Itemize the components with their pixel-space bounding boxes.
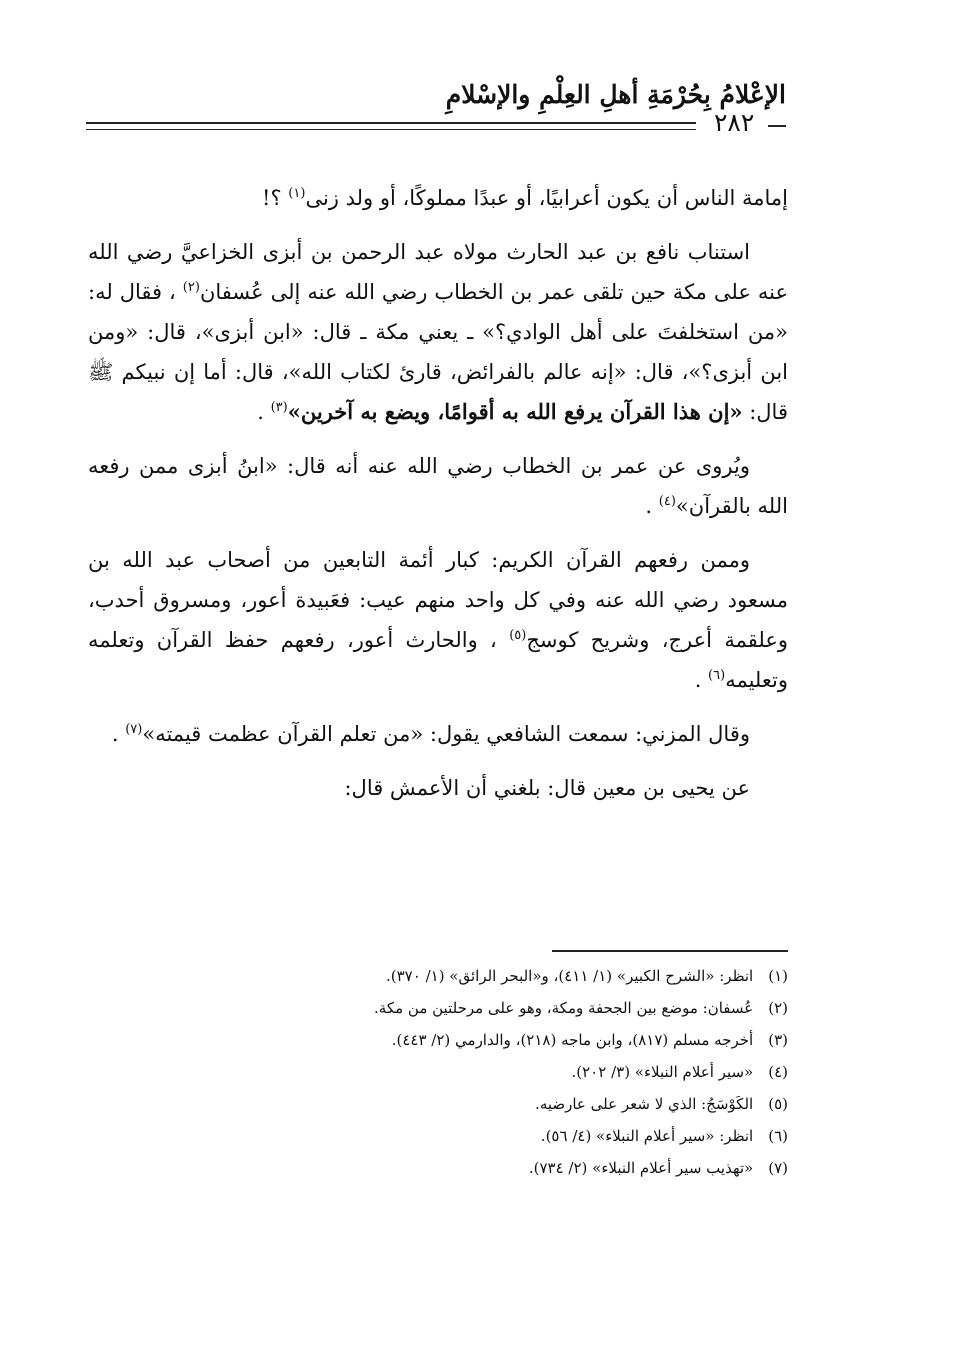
page-number-dash (768, 125, 786, 127)
paragraph-4 (88, 540, 788, 700)
hadith-quote: «إن هذا القرآن يرفع الله به أقوامًا، ويضع به آخرين» (287, 399, 743, 424)
footnote-text: انظر: «سير أعلام النبلاء» (٤/ ٥٦). (540, 1127, 754, 1145)
header-rule (86, 122, 696, 130)
paragraph-6-text: عن يحيى بن معين قال: بلغني أن الأعمش قال: (344, 776, 750, 800)
footnote-6 (88, 1120, 788, 1152)
paragraph-4-text-2: ، والحارث أعور، رفعهم حفظ القرآن وتعلمه وتعليمه (88, 628, 788, 692)
footnote-text: أخرجه مسلم (٨١٧)، وابن ماجه (٢١٨)، والدارمي (٢/ ٤٤٣). (391, 1031, 754, 1049)
paragraph-1-end: ؟! (262, 186, 289, 210)
footnote-ref-1: (١) (288, 186, 306, 201)
page-number: ٢٨٢ (714, 108, 755, 137)
paragraph-2 (88, 232, 788, 432)
paragraph-6 (88, 768, 788, 808)
paragraph-3-text: ويُروى عن عمر بن الخطاب رضي الله عنه أنه قال: «ابنُ أبزى ممن رفعه الله بالقرآن» (88, 454, 788, 518)
paragraph-3 (88, 446, 788, 526)
footnote-number: (٦) (768, 1127, 788, 1145)
paragraph-5-end: . (111, 722, 126, 746)
footnote-text: «تهذيب سير أعلام النبلاء» (٢/ ٧٣٤). (528, 1159, 754, 1177)
footnote-5 (88, 1088, 788, 1120)
footnote-ref-5: (٥) (509, 628, 527, 643)
footnote-number: (٢) (768, 999, 788, 1017)
paragraph-1 (88, 178, 788, 218)
paragraph-3-end: . (645, 494, 659, 518)
footnote-ref-2: (٢) (182, 280, 200, 295)
footnote-text: «سير أعلام النبلاء» (٣/ ٢٠٢). (571, 1063, 754, 1081)
footnote-4 (88, 1056, 788, 1088)
footnote-separator (552, 950, 788, 952)
paragraph-1-text: إمامة الناس أن يكون أعرابيًا، أو عبدًا مملوكًا، أو ولد زنى (305, 186, 788, 210)
footnote-number: (٤) (768, 1063, 788, 1081)
footnote-text: عُسفان: موضع بين الجحفة ومكة، وهو على مرحلتين من مكة. (374, 999, 754, 1017)
footnote-ref-4: (٤) (658, 494, 676, 509)
footnote-7 (88, 1152, 788, 1184)
paragraph-2-end: . (257, 400, 271, 424)
paragraph-2-text-2: ، فقال له: «من استخلفتَ على أهل الوادي؟» ـ يعني مكة ـ قال: «ابن أبزى»، قال: «ومن ابن أبزى؟»، قال: «إنه عالم بالفرائض، قارئ لكتاب الله»، قال: أما إن نبيكم ﷺ قال: (88, 280, 788, 424)
running-title: الإعْلامُ بِحُرْمَةِ أهلِ العِلْمِ والإسْلامِ (445, 80, 786, 109)
footnote-number: (٣) (768, 1031, 788, 1049)
footnote-number: (١) (768, 967, 788, 985)
footnote-text: الكَوْسَجُ: الذي لا شعر على عارضيه. (535, 1095, 754, 1113)
footnote-1 (88, 960, 788, 992)
footnote-text: انظر: «الشرح الكبير» (١/ ٤١١)، و«البحر الرائق» (١/ ٣٧٠). (386, 967, 754, 985)
footnote-ref-3: (٣) (270, 400, 288, 415)
paragraph-4-text-1: وممن رفعهم القرآن الكريم: كبار أئمة التابعين من أصحاب عبد الله بن مسعود رضي الله عنه وفي كل واحد منهم عيب: فعَبيدة أعور، ومسروق أحدب، وعلقمة أعرج، وشريح كوسج (88, 548, 788, 652)
paragraph-2-text-1: استناب نافع بن عبد الحارث مولاه عبد الرحمن بن أبزى الخزاعيَّ رضي الله عنه على مكة حين تلقى عمر بن الخطاب رضي الله عنه إلى عُسفان (88, 240, 788, 304)
footnote-number: (٥) (768, 1095, 788, 1113)
footnote-2 (88, 992, 788, 1024)
footnote-ref-6: (٦) (708, 668, 726, 683)
paragraph-5-text: وقال المزني: سمعت الشافعي يقول: «من تعلم القرآن عظمت قيمته» (142, 722, 750, 746)
footnote-ref-7: (٧) (125, 722, 143, 737)
footnotes (88, 960, 788, 1184)
main-text (88, 178, 788, 822)
footnote-3 (88, 1024, 788, 1056)
paragraph-4-end: . (694, 668, 709, 692)
paragraph-5 (88, 714, 788, 754)
page-header (86, 70, 786, 140)
footnote-number: (٧) (768, 1159, 788, 1177)
